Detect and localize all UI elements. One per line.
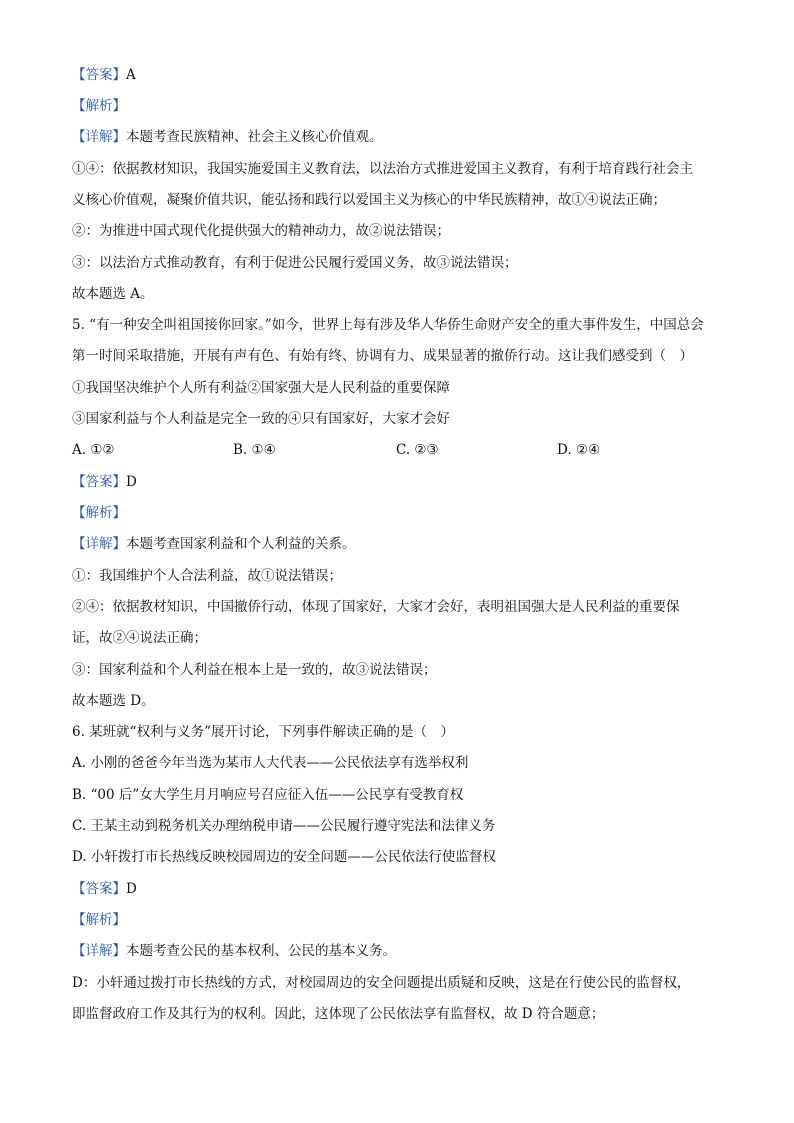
answer-value: D [126, 881, 137, 897]
option-d: D. 小轩拨打市长热线反映校园周边的安全问题——公民依法行使监督权 [72, 849, 496, 865]
analysis-text: ②：为推进中国式现代化提供强大的精神动力，故②说法错误； [72, 223, 450, 239]
answer-line [72, 472, 137, 492]
analysis-text: ③：以法治方式推动教育，有利于促进公民履行爱国义务，故③说法错误； [72, 255, 518, 271]
option-c: C. 王某主动到税务机关办理纳税申请——公民履行遵守宪法和法律义务 [72, 818, 496, 834]
analysis-text: D：小轩通过拨打市长热线的方式，对校园周边的安全问题提出质疑和反映，这是在行使公民的监督权， [72, 975, 691, 991]
question-statement: ①我国坚决维护个人所有利益②国家强大是人民利益的重要保障 [72, 380, 450, 396]
analysis-text: ①④：依据教材知识，我国实施爱国主义教育法，以法治方式推进爱国主义教育，有利于培育践行社会主 [72, 161, 693, 177]
option-b: B. “00 后”女大学生月月响应号召应征入伍——公民享有受教育权 [72, 787, 464, 803]
analysis-tag: 【解析】 [72, 912, 126, 928]
detail-tag: 【详解】 [72, 943, 126, 959]
question-stem: 5. “有一种安全叫祖国接你回家。”如今，世界上每有涉及华人华侨生命财产安全的重大事件发生，中国总会 [72, 317, 704, 333]
analysis-text: 故本题选 A。 [72, 286, 154, 302]
analysis-text: ①：我国维护个人合法利益，故①说法错误； [72, 568, 342, 584]
option-a: A. ①② [72, 442, 115, 458]
analysis-heading [72, 910, 126, 930]
answer-value: A [126, 67, 136, 83]
question-stem: 第一时间采取措施，开展有声有色、有始有终、协调有力、成果显著的撤侨行动。这让我们感受到（ ） [72, 348, 693, 364]
analysis-text: ③：国家利益和个人利益在根本上是一致的，故③说法错误； [72, 662, 437, 678]
analysis-heading [72, 503, 126, 523]
option-a: A. 小刚的爸爸今年当选为某市人大代表——公民依法享有选举权利 [72, 755, 469, 771]
analysis-text: 证，故②④说法正确； [72, 630, 207, 646]
option-c: C. ②③ [396, 442, 439, 458]
option-d: D. ②④ [557, 442, 601, 458]
detail-text: 本题考查民族精神、社会主义核心价值观。 [126, 129, 383, 145]
answer-line [72, 65, 136, 85]
option-b: B. ①④ [233, 442, 276, 458]
detail-line [72, 127, 383, 147]
detail-tag: 【详解】 [72, 129, 126, 145]
answer-tag: 【答案】 [72, 881, 126, 897]
analysis-heading [72, 96, 126, 116]
detail-line [72, 941, 396, 961]
detail-tag: 【详解】 [72, 536, 126, 552]
detail-text: 本题考查国家利益和个人利益的关系。 [126, 536, 356, 552]
answer-tag: 【答案】 [72, 474, 126, 490]
analysis-text: ②④：依据教材知识，中国撤侨行动，体现了国家好，大家才会好，表明祖国强大是人民利益的重要保 [72, 599, 680, 615]
answer-tag: 【答案】 [72, 67, 126, 83]
question-statement: ③国家利益与个人利益是完全一致的④只有国家好，大家才会好 [72, 411, 450, 427]
analysis-tag: 【解析】 [72, 505, 126, 521]
detail-line [72, 534, 356, 554]
analysis-text: 义核心价值观，凝聚价值共识，能弘扬和践行以爱国主义为核心的中华民族精神，故①④说法正确； [72, 192, 666, 208]
analysis-tag: 【解析】 [72, 98, 126, 114]
analysis-text: 故本题选 D。 [72, 693, 155, 709]
answer-line [72, 879, 137, 899]
answer-value: D [126, 474, 137, 490]
detail-text: 本题考查公民的基本权利、公民的基本义务。 [126, 943, 396, 959]
analysis-text: 即监督政府工作及其行为的权利。因此，这体现了公民依法享有监督权，故 D 符合题意； [72, 1006, 605, 1022]
question-stem: 6. 某班就“权利与义务”展开讨论，下列事件解读正确的是（ ） [72, 724, 454, 740]
